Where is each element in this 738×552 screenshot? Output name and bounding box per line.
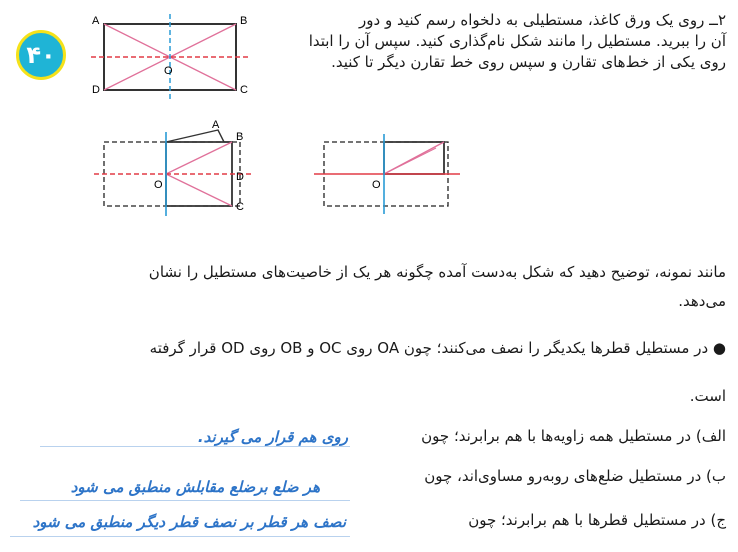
label-c: C: [240, 84, 248, 96]
item-alef-answer-line: [40, 446, 350, 447]
page-number-badge: [16, 30, 66, 80]
item-alef-question: الف) در مستطیل همه زاویه‌ها با هم برابرند؛ چون: [421, 427, 726, 445]
label-c: C: [236, 201, 244, 213]
quarter-diagonal-2: [384, 148, 436, 174]
item-be-question: ب) در مستطیل ضلع‌های روبه‌رو مساوی‌اند، چون: [424, 467, 726, 485]
original-outline-dashed: [104, 142, 240, 206]
label-o: O: [154, 179, 163, 191]
label-o: O: [164, 65, 173, 77]
label-d: D: [92, 84, 100, 96]
bullet-statement: [60, 338, 726, 359]
label-b: B: [240, 15, 248, 27]
item-alef-answer: روی هم قرار می گیرند.: [197, 428, 348, 446]
item-be-answer: هر ضلع برضلع مقابلش منطبق می شود: [70, 478, 320, 496]
bullet-text: در مستطیل قطرها یکدیگر را نصف می‌کنند؛ چون OA روی OC و OB روی OD قرار گرفته: [149, 339, 709, 357]
folded-flap: [166, 130, 224, 142]
fold-diagonal-2: [166, 142, 232, 174]
prompt-line-1: مانند نمونه، توضیح دهید که شکل به‌دست آمده چگونه هر یک از خاصیت‌های مستطیل را نشان: [148, 263, 726, 281]
label-b: B: [236, 131, 244, 143]
label-a: A: [212, 119, 220, 131]
label-a: A: [92, 15, 100, 27]
fold-diagonal-1: [166, 174, 232, 206]
exercise-line-2: آن را ببرید. مستطیل را مانند شکل نام‌گذاری کنید. سپس آن را ابتدا: [308, 32, 726, 50]
label-o: O: [372, 179, 381, 191]
exercise-text: [268, 10, 726, 73]
folded-once-figure: [92, 118, 262, 218]
item-jim-answer: نصف هر قطر بر نصف قطر دیگر منطبق می شود: [32, 513, 346, 531]
prompt-line-2: می‌دهد.: [678, 292, 726, 310]
item-jim-answer-line: [10, 536, 350, 537]
folded-twice-figure: [310, 130, 470, 218]
item-be-answer-line: [20, 500, 350, 501]
exercise-line-3: روی یکی از خط‌های تقارن و سپس روی خط تقارن دیگر تا کنید.: [331, 53, 726, 71]
rectangle-figure: [86, 10, 256, 102]
item-jim-question: ج) در مستطیل قطرها با هم برابرند؛ چون: [468, 511, 726, 529]
label-d: D: [236, 171, 244, 183]
bullet-dot: ●: [708, 339, 726, 357]
page-number: ۴۰: [26, 41, 56, 69]
exercise-line-1: ۲ــ روی یک ورق کاغذ، مستطیلی به دلخواه رسم کنید و دور: [359, 11, 726, 29]
prompt-text: [60, 262, 726, 312]
bullet-continuation: است.: [689, 387, 726, 405]
